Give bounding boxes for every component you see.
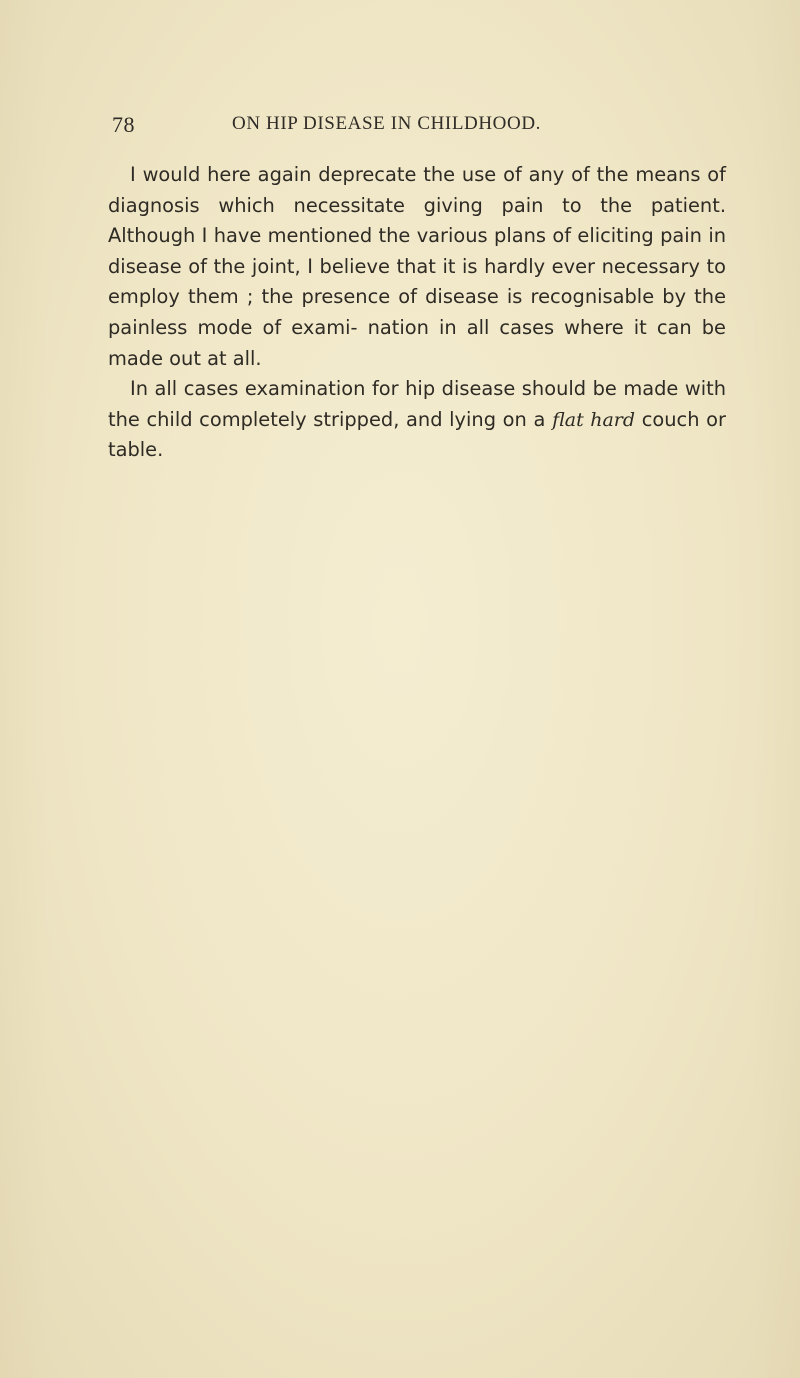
paragraph-2-emphasis: flat hard bbox=[552, 408, 636, 431]
running-head: ON HIP DISEASE IN CHILDHOOD. bbox=[232, 113, 541, 134]
page-number: 78 bbox=[112, 112, 135, 137]
paragraph-2-text-before: In all cases examination for hip disease should be made with the child completely stripped, and lying on a bbox=[108, 377, 726, 431]
paragraph-1: I would here again deprecate the use of any of the means of diagnosis which necessitate giving pain to the patient. Although I have mentioned the various plans of eliciting pain in disease of the joint, I believe that it is hardly ever necessary to employ them ; the presence of disease is recognisable by the painless mode of exami- nation in all cases where it can be made out at all. bbox=[108, 163, 726, 370]
page-header bbox=[112, 112, 718, 142]
body-text bbox=[108, 160, 726, 466]
paragraph-2 bbox=[108, 374, 726, 466]
paragraph-2-text-after: couch or table. bbox=[108, 407, 726, 462]
